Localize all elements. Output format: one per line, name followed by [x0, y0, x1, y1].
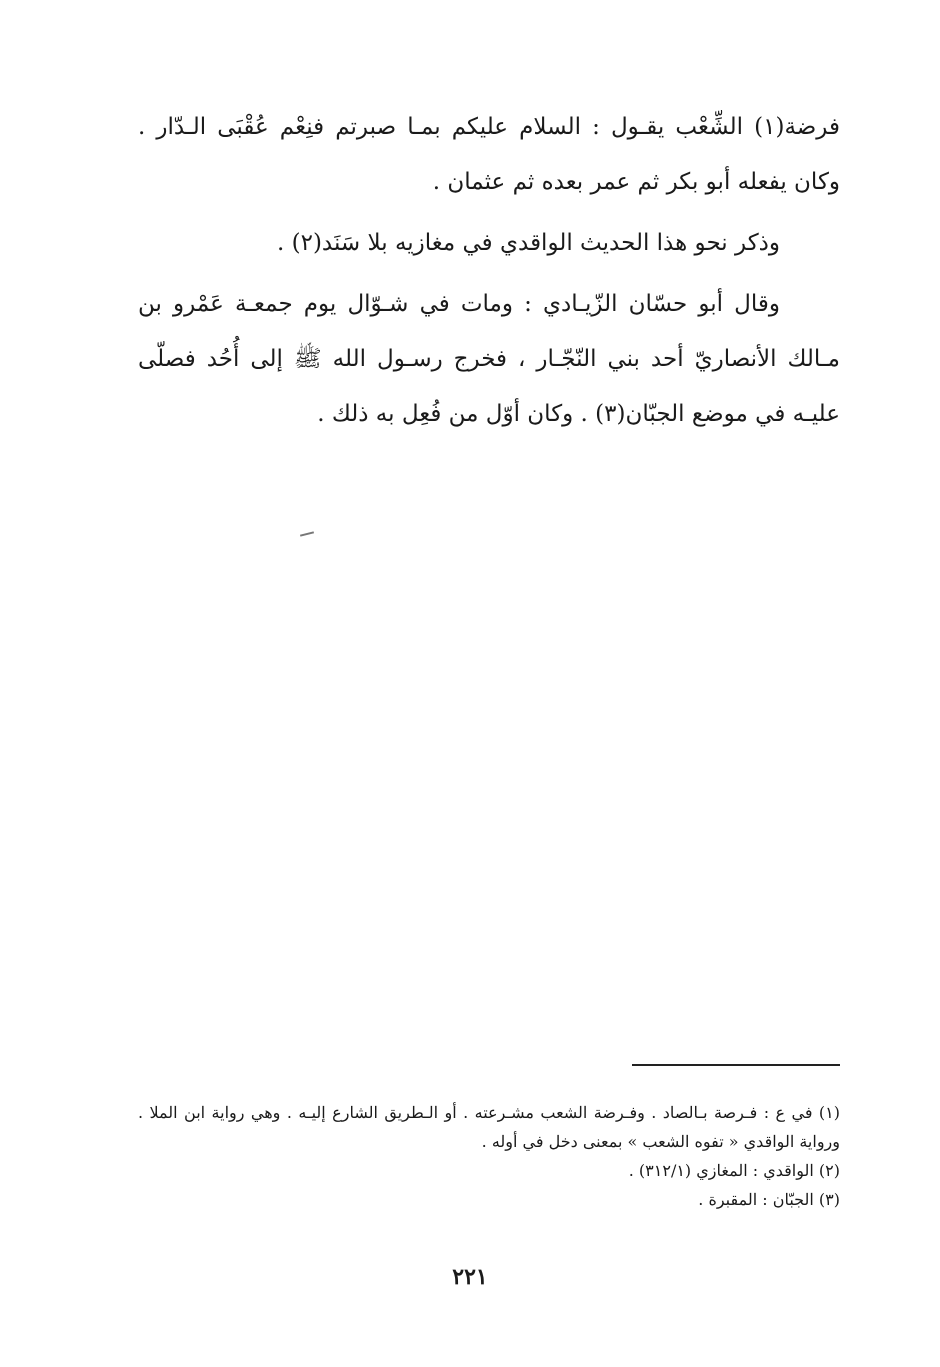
ink-speck — [300, 531, 314, 536]
paragraph-1: فرضة(١) الشِّعْب يقـول : السلام عليكم بمـا صبرتم فنِعْم عُقْبَى الـدّار . وكان يفعله أبو بكر ثم عمر بعده ثم عثمان . — [138, 114, 840, 195]
paragraph-2: وذكر نحو هذا الحديث الواقدي في مغازيه بلا سَنَد(٢) . — [276, 230, 780, 256]
footnote-1: (١) في ع : فـرصة بـالصاد . وفـرضة الشعب مشـرعته . أو الـطريق الشارع إليـه . وهي رواية ابن الملا . ورواية الواقدي « تفوه الشعب » بمعنى دخل في أوله . — [138, 1103, 841, 1151]
footnotes — [138, 1098, 840, 1214]
main-text — [138, 100, 840, 442]
page-number: ٢٢١ — [452, 1264, 488, 1290]
paragraph-3: وقال أبو حسّان الزّيـادي : ومات في شـوّال يوم جمعـة عَمْرو بن مـالك الأنصاريّ أحد بني النّجّـار ، فخرج رسـول الله ﷺ إلى أُحُد فصلّى عليـه في موضع الجبّان(٣) . وكان أوّل من فُعِل به ذلك . — [138, 291, 840, 427]
footnote-2: (٢) الواقدي : المغازي (٣١٢/١) . — [628, 1161, 840, 1180]
footnote-divider — [632, 1064, 840, 1066]
footnote-3: (٣) الجبّان : المقبرة . — [698, 1190, 840, 1209]
